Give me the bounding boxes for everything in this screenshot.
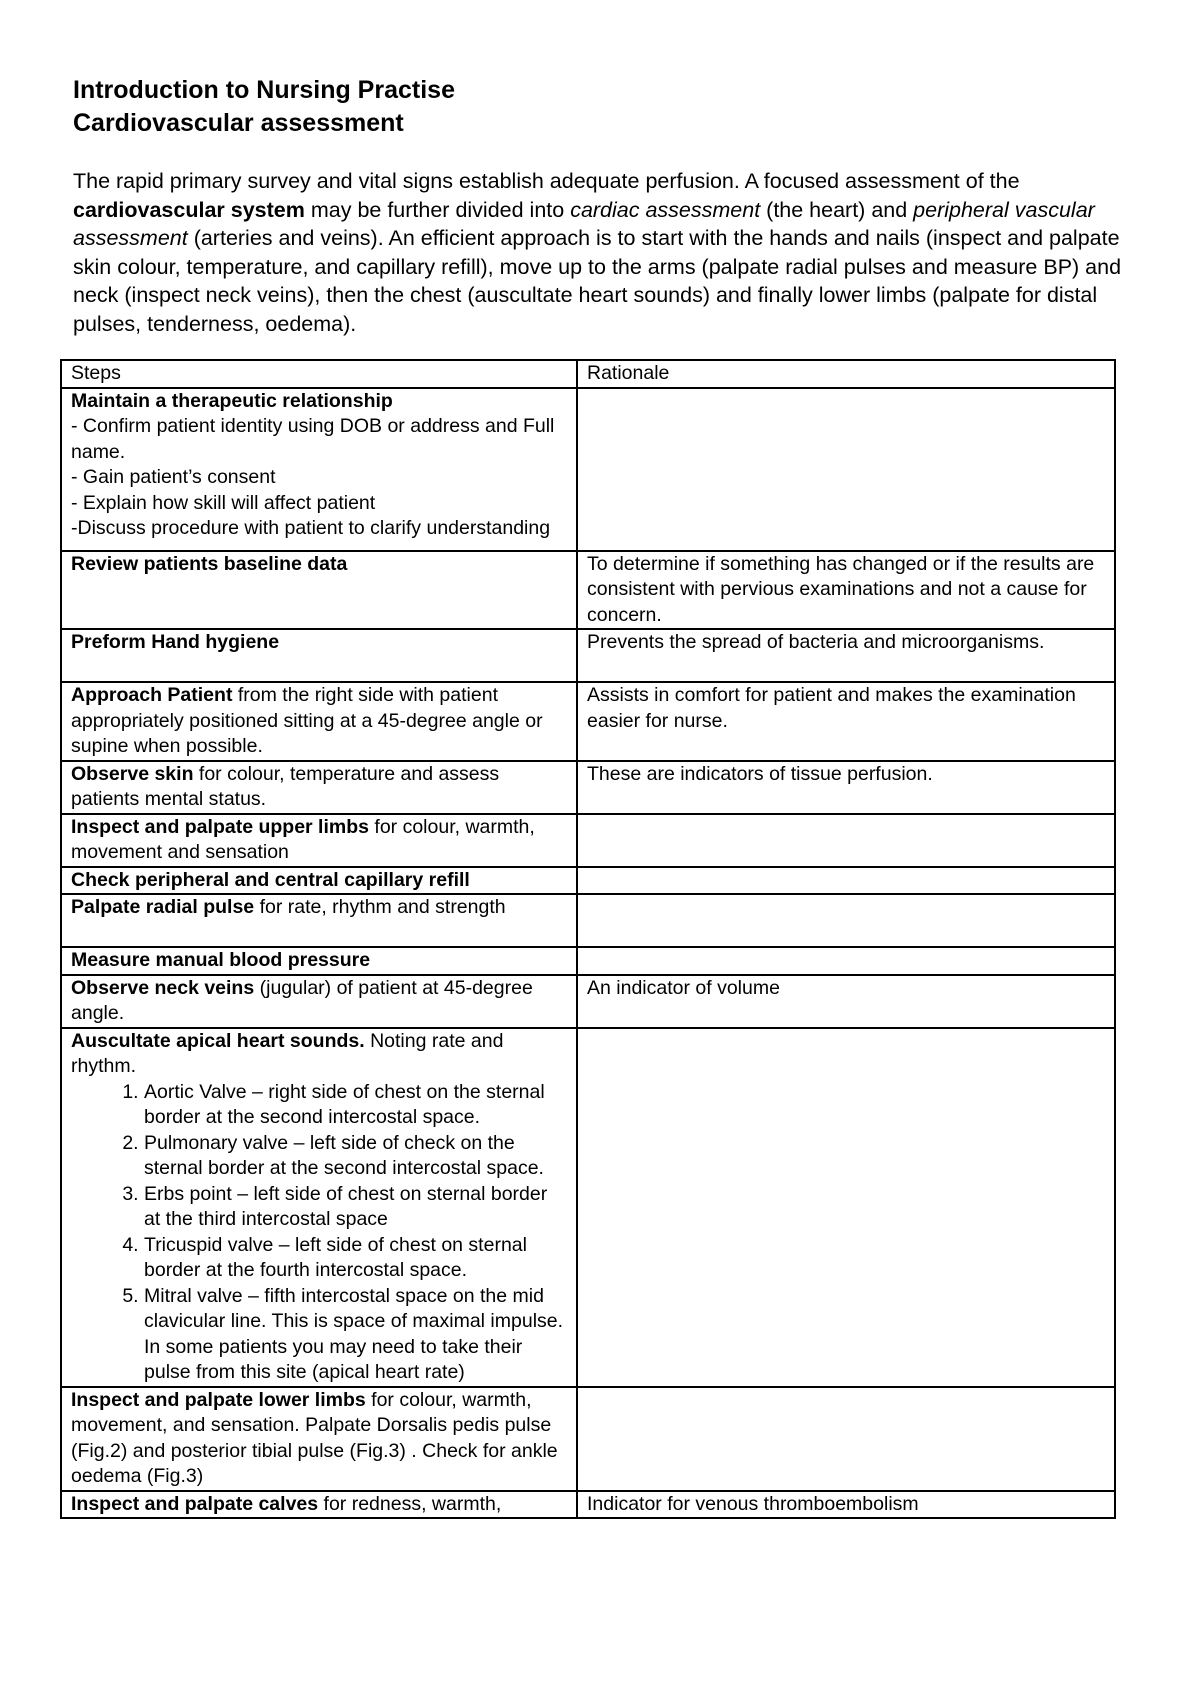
table-row — [61, 761, 1115, 814]
rationale-cell — [577, 894, 1115, 947]
step-title: Observe skin — [71, 762, 194, 785]
step-cell — [61, 814, 577, 867]
step-title: Maintain a therapeutic relationship — [71, 389, 393, 412]
rationale-cell: Assists in comfort for patient and makes the examination easier for nurse. — [577, 682, 1115, 761]
table-row — [61, 388, 1115, 551]
step-title: Auscultate apical heart sounds. — [71, 1029, 365, 1052]
list-item: 5. Mitral valve – fifth intercostal space on the mid clavicular line. This is space of maximal impulse. In some patients you may need to take their pulse from this site (apical heart rate) — [144, 1284, 568, 1386]
step-line: - Explain how skill will affect patient — [71, 491, 376, 514]
header-rationale: Rationale — [577, 360, 1115, 388]
step-title: Palpate radial pulse — [71, 896, 255, 918]
table-row — [61, 947, 1115, 975]
list-item: 2. Pulmonary valve – left side of check on the sternal border at the second intercostal space. — [144, 1131, 568, 1182]
step-title: Check peripheral and central capillary refill — [71, 868, 470, 891]
rationale-cell — [577, 1028, 1115, 1387]
step-text: for rate, rhythm and strength — [254, 896, 506, 918]
list-item: 1. Aortic Valve – right side of chest on the sternal border at the second intercostal space. — [144, 1080, 568, 1131]
step-line: -Discuss procedure with patient to clarify understanding — [71, 517, 551, 539]
rationale-cell: To determine if something has changed or if the results are consistent with pervious examinations and not a cause for concern. — [577, 551, 1115, 630]
step-cell — [61, 894, 577, 947]
table-row — [61, 975, 1115, 1028]
step-line: - Confirm patient identity using DOB or address and Full name. — [71, 415, 555, 463]
step-text: for colour, temperature and assess patients mental status. — [71, 762, 500, 810]
step-cell — [61, 1491, 577, 1519]
table-row — [61, 682, 1115, 761]
step-cell — [61, 867, 577, 895]
table-row — [61, 1028, 1115, 1387]
step-cell — [61, 629, 577, 682]
list-item: 3. Erbs point – left side of chest on sternal border at the third intercostal space — [144, 1182, 568, 1233]
table-row — [61, 629, 1115, 682]
table-row — [61, 1387, 1115, 1491]
step-title: Observe neck veins — [71, 976, 255, 999]
intro-italic-2: peripheral vascular assessment — [73, 197, 1095, 250]
valve-list — [71, 1080, 568, 1386]
step-title: Inspect and palpate upper limbs — [71, 815, 369, 838]
step-title: Approach Patient — [71, 684, 233, 706]
intro-text-2: may be further divided into — [304, 197, 571, 222]
step-text: for colour, warmth, movement, and sensation. Palpate Dorsalis pedis pulse (Fig.2) and posterior tibial pulse (Fig.3) . Check for ankle oedema (Fig.3) — [71, 1388, 558, 1487]
rationale-cell: Indicator for venous thromboembolism — [577, 1491, 1115, 1519]
intro-text-4: (arteries and veins). An efficient approach is to start with the hands and nails (inspect and palpate skin colour, temperature, and capillary refill), move up to the arms (palpate radial pulses and measure BP) and neck (inspect neck veins), then the chest (auscultate heart sounds) and finally lower limbs (palpate for distal pulses, tenderness, oedema). — [73, 226, 1122, 336]
step-cell — [61, 761, 577, 814]
step-title: Inspect and palpate lower limbs — [71, 1388, 366, 1411]
step-text: from the right side with patient appropriately positioned sitting at a 45-degree angle or supine when possible. — [71, 684, 543, 757]
step-cell — [61, 1387, 577, 1491]
intro-italic-1: cardiac assessment — [570, 197, 761, 222]
step-text: (jugular) of patient at 45-degree angle. — [71, 976, 533, 1024]
step-title: Preform Hand hygiene — [71, 631, 280, 653]
assessment-table — [60, 359, 1116, 1519]
step-text: for colour, warmth, movement and sensation — [71, 815, 535, 863]
rationale-cell: These are indicators of tissue perfusion. — [577, 761, 1115, 814]
table-row — [61, 1491, 1115, 1519]
step-cell — [61, 975, 577, 1028]
rationale-cell: An indicator of volume — [577, 975, 1115, 1028]
intro-paragraph — [73, 167, 1123, 338]
list-item: 4. Tricuspid valve – left side of chest on sternal border at the fourth intercostal space. — [144, 1233, 568, 1284]
rationale-cell — [577, 1387, 1115, 1491]
table-row — [61, 814, 1115, 867]
step-text: Noting rate and rhythm. — [71, 1029, 504, 1077]
step-cell — [61, 1028, 577, 1387]
step-title: Measure manual blood pressure — [71, 949, 371, 971]
table-row — [61, 551, 1115, 630]
title-line-2: Cardiovascular assessment — [73, 109, 404, 137]
step-line: - Gain patient’s consent — [71, 466, 276, 488]
step-cell — [61, 388, 577, 551]
rationale-cell — [577, 814, 1115, 867]
step-cell — [61, 682, 577, 761]
rationale-cell: Prevents the spread of bacteria and microorganisms. — [577, 629, 1115, 682]
rationale-cell — [577, 388, 1115, 551]
step-cell — [61, 551, 577, 630]
step-text: for redness, warmth, — [318, 1492, 502, 1515]
table-row — [61, 894, 1115, 947]
table-header-row — [61, 360, 1115, 388]
document-page — [73, 74, 1123, 338]
step-title: Inspect and palpate calves — [71, 1492, 319, 1515]
document-title — [73, 74, 1123, 140]
rationale-cell — [577, 867, 1115, 895]
title-line-1: Introduction to Nursing Practise — [73, 76, 455, 104]
intro-text-3: (the heart) and — [760, 197, 914, 222]
table-row — [61, 867, 1115, 895]
intro-bold-1: cardiovascular system — [73, 197, 305, 222]
step-cell — [61, 947, 577, 975]
intro-text-1: The rapid primary survey and vital signs establish adequate perfusion. A focused assessment of the — [73, 169, 1020, 193]
step-title: Review patients baseline data — [71, 552, 348, 575]
rationale-cell — [577, 947, 1115, 975]
header-steps: Steps — [61, 360, 577, 388]
